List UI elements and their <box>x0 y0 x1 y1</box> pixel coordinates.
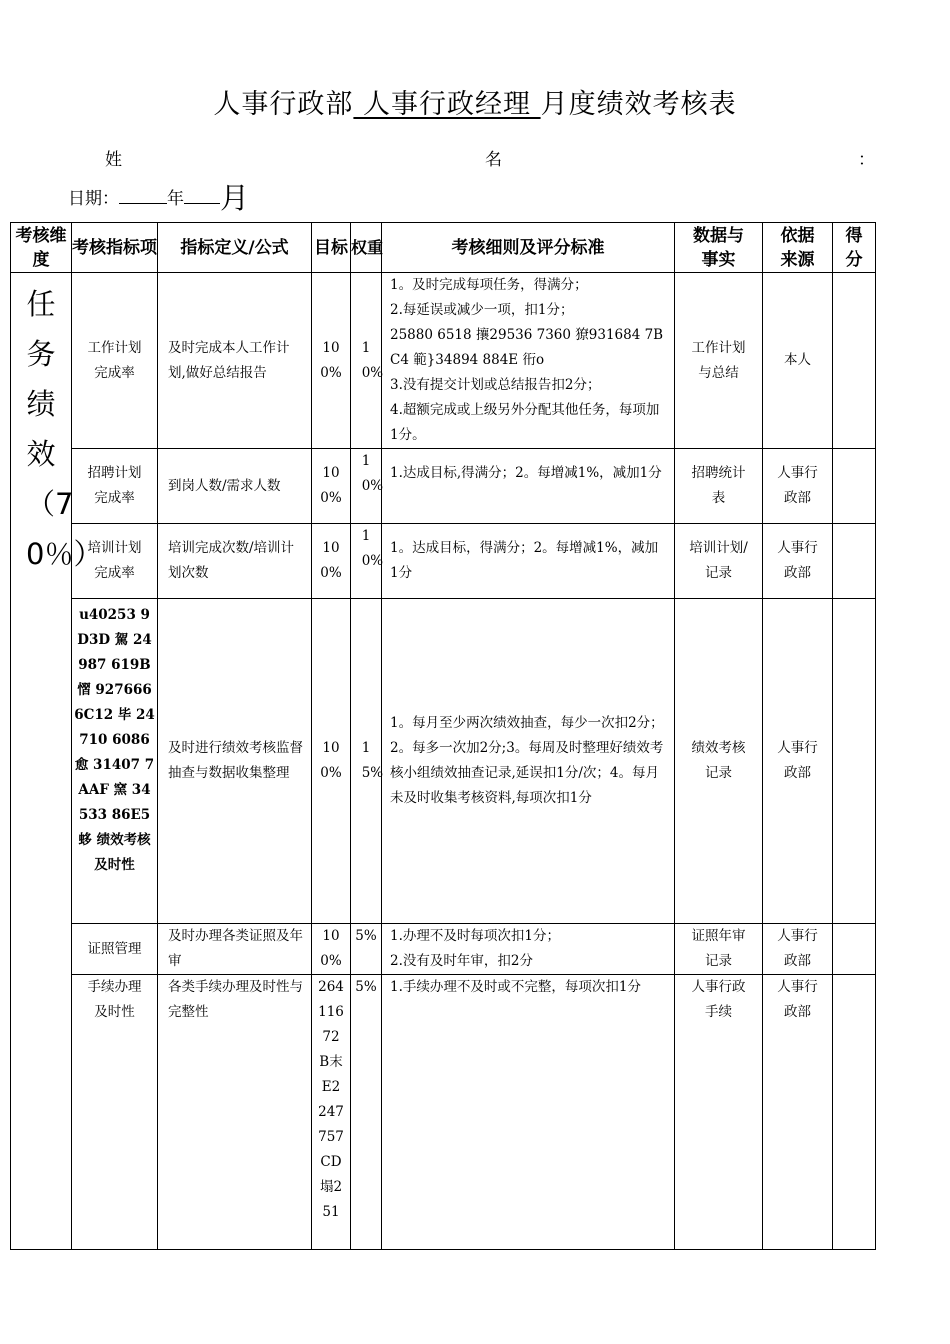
header-definition: 指标定义/公式 <box>158 223 312 273</box>
basis-source: 人事行政部 <box>777 740 818 781</box>
assessment-table <box>10 222 876 1250</box>
page-title <box>0 82 950 121</box>
target-value: 100% <box>320 465 342 506</box>
name-colon: ： <box>858 150 875 170</box>
year-label: 年 <box>167 189 184 209</box>
criteria-line: 4.超额完成或上级另外分配其他任务，每项加1分。 <box>390 402 660 443</box>
criteria-line: 1。及时完成每项任务，得满分； <box>390 277 588 293</box>
table-row <box>11 449 876 524</box>
basis-source: 本人 <box>784 352 811 368</box>
data-source: 工作计划与总结 <box>691 339 746 381</box>
weight-value: 5% <box>355 979 377 995</box>
name-label-2: 名 <box>485 150 502 170</box>
weight-value: 5% <box>355 928 377 944</box>
month-blank[interactable] <box>184 187 220 204</box>
data-source: 绩效考核记录 <box>691 740 746 781</box>
weight-value: 15% <box>361 740 384 781</box>
target-value: 26411672B末E2247757CD塌251 <box>318 979 344 1220</box>
criteria-line: 2.每延误或减少一项，扣1分； <box>390 302 574 318</box>
date-row <box>68 176 249 217</box>
indicator-name: 工作计划完成率 <box>87 339 142 381</box>
criteria-line: 1。达成目标，得满分；2。每增减1%，减加1分 <box>390 540 659 581</box>
indicator-definition: 及时办理各类证照及年审 <box>168 928 303 969</box>
indicator-name: 培训计划完成率 <box>87 540 142 581</box>
header-score: 得分 <box>833 223 876 273</box>
indicator-name: 证照管理 <box>87 940 142 957</box>
score-cell[interactable] <box>833 599 876 924</box>
basis-source: 人事行政部 <box>777 465 818 506</box>
score-cell[interactable] <box>833 924 876 975</box>
indicator-name: 招聘计划完成率 <box>87 465 142 506</box>
score-cell[interactable] <box>833 524 876 599</box>
header-dimension: 考核维度 <box>11 223 72 273</box>
title-suffix: 月度绩效考核表 <box>540 89 737 120</box>
data-source: 培训计划/记录 <box>689 540 748 581</box>
indicator-definition: 及时完成本人工作计划,做好总结报告 <box>168 339 290 381</box>
criteria-line: 1。每月至少两次绩效抽查，每少一次扣2分；2。每多一次加2分;3。每周及时整理好绩效考核小组绩效抽查记录,延误扣1分/次；4。每月未及时收集考核资料,每项次扣1分 <box>390 715 664 806</box>
criteria-line: 1.达成目标,得满分；2。每增减1%，减加1分 <box>390 465 662 481</box>
header-criteria: 考核细则及评分标准 <box>382 223 675 273</box>
table-row <box>11 975 876 1250</box>
score-cell[interactable] <box>833 449 876 524</box>
data-source: 招聘统计表 <box>691 465 746 506</box>
basis-source: 人事行政部 <box>777 540 818 581</box>
title-position: 人事行政经理 <box>363 89 531 120</box>
weight-value: 10% <box>361 339 384 381</box>
indicator-definition: 到岗人数/需求人数 <box>168 478 281 494</box>
header-indicator: 考核指标项 <box>72 223 158 273</box>
criteria-line: 3.没有提交计划或总结报告扣2分； <box>390 377 601 393</box>
target-value: 100% <box>320 339 342 381</box>
year-blank[interactable] <box>119 187 167 204</box>
score-cell[interactable] <box>833 273 876 449</box>
criteria-line: 25880 6518 攘29536 7360 獠931684 7BC4 範}34894 884E 衎o <box>390 327 664 368</box>
header-data: 数据与事实 <box>675 223 763 273</box>
target-value: 100% <box>320 928 342 969</box>
criteria-cell <box>382 273 675 449</box>
data-source: 证照年审记录 <box>691 928 746 969</box>
criteria-line: 1.手续办理不及时或不完整，每项次扣1分 <box>390 979 641 995</box>
title-dept: 人事行政部 <box>213 89 354 120</box>
indicator-name: 手续办理及时性 <box>87 979 142 1020</box>
date-label: 日期： <box>68 189 119 209</box>
header-target: 目标 <box>312 223 351 273</box>
header-weight: 权重 <box>351 223 382 273</box>
basis-source: 人事行政部 <box>777 928 818 969</box>
name-label-1: 姓 <box>105 150 122 170</box>
indicator-definition: 各类手续办理及时性与完整性 <box>168 979 303 1020</box>
score-cell[interactable] <box>833 975 876 1250</box>
target-value: 100% <box>320 740 342 781</box>
criteria-line: 1.办理不及时每项次扣1分； <box>390 928 560 944</box>
table-row <box>11 599 876 924</box>
header-row <box>11 223 876 273</box>
indicator-definition: 及时进行绩效考核监督抽查与数据收集整理 <box>168 740 303 781</box>
dimension-label: 任务绩效（70％） <box>26 287 103 571</box>
indicator-definition: 培训完成次数/培训计划次数 <box>168 540 295 581</box>
basis-source: 人事行政部 <box>777 979 818 1020</box>
table-row <box>11 273 876 449</box>
data-source: 人事行政手续 <box>691 979 746 1020</box>
table-row <box>11 524 876 599</box>
header-source: 依据来源 <box>763 223 833 273</box>
month-label: 月 <box>220 181 250 215</box>
target-value: 100% <box>320 540 342 581</box>
table-row <box>11 924 876 975</box>
weight-value: 10% <box>361 453 384 494</box>
indicator-name: u40253 9D3D 駕 24987 619B 慴 927666 6C12 毕 24710 6086 愈 31407 7AAF 窯 34533 86E5 蛥 绩效考核及时性 <box>74 607 155 873</box>
name-row <box>0 145 950 169</box>
criteria-line: 2.没有及时年审，扣2分 <box>390 953 533 969</box>
dimension-cell <box>11 273 103 1250</box>
weight-value: 10% <box>361 528 384 569</box>
